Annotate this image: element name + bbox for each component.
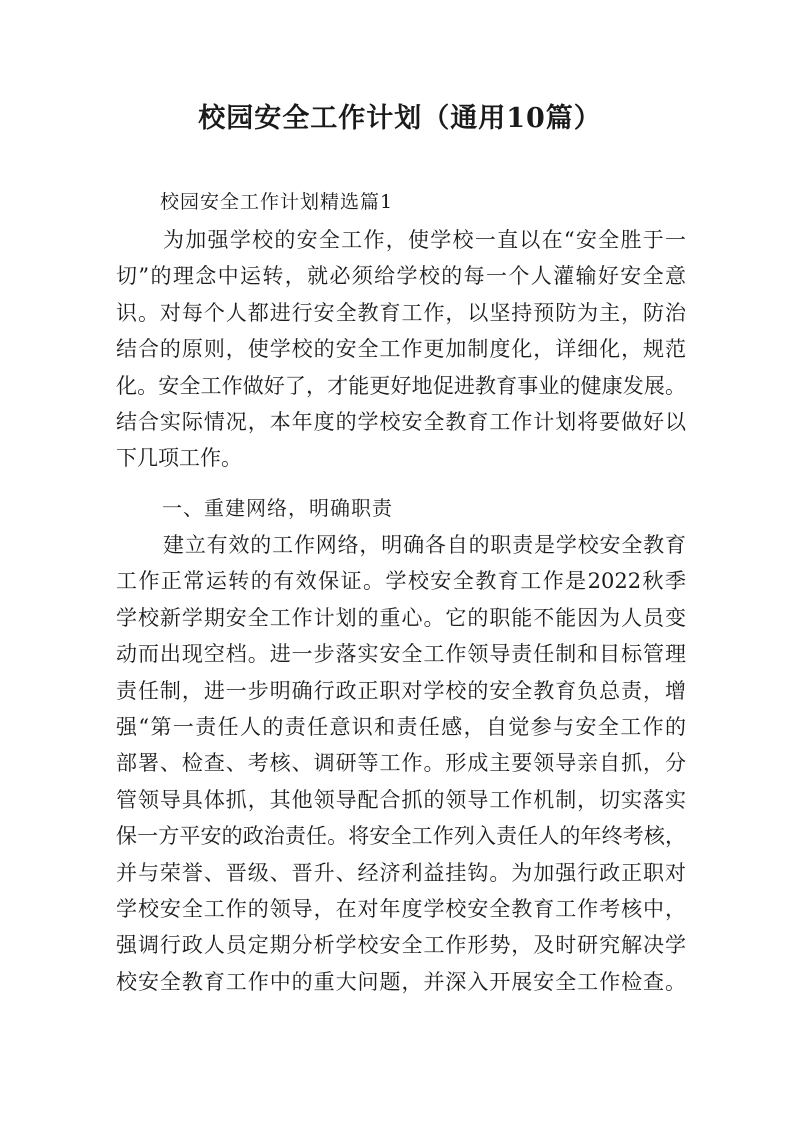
paragraph-line: 切”的理念中运转，就必须给学校的每一个人灌输好安全意: [116, 264, 686, 289]
paragraph-line: 并与荣誉、晋级、晋升、经济利益挂钩。为加强行政正职对: [116, 860, 686, 885]
paragraph-line: 结合实际情况，本年度的学校安全教育工作计划将要做好以: [116, 409, 686, 434]
paragraph-line: 责任制，进一步明确行政正职对学校的安全教育负总责，增: [116, 678, 686, 703]
paragraph-line: 保一方平安的政治责任。将安全工作列入责任人的年终考核，: [116, 824, 686, 849]
paragraph-line: 强“第一责任人的责任意识和责任感，自觉参与安全工作的: [116, 714, 686, 739]
paragraph-1: [116, 222, 686, 477]
paragraph-line: 工作正常运转的有效保证。学校安全教育工作是2022秋季: [116, 569, 686, 594]
paragraph-line: 结合的原则，使学校的安全工作更加制度化，详细化，规范: [116, 337, 686, 362]
paragraph-line: 部署、检查、考核、调研等工作。形成主要领导亲自抓，分: [116, 751, 686, 776]
paragraph-line: 下几项工作。: [116, 446, 242, 471]
paragraph-line: 化。安全工作做好了，才能更好地促进教育事业的健康发展。: [116, 373, 686, 398]
paragraph-line: 识。对每个人都进行安全教育工作，以坚持预防为主，防治: [116, 300, 686, 325]
paragraph-line: 为加强学校的安全工作，使学校一直以在“安全胜于一: [163, 228, 686, 252]
paragraph-line: 管领导具体抓，其他领导配合抓的领导工作机制，切实落实: [116, 787, 686, 812]
document-title: 校园安全工作计划（通用10篇）: [198, 103, 602, 134]
document-subtitle: 校园安全工作计划精选篇1: [160, 191, 394, 213]
paragraph-line: 建立有效的工作网络，明确各自的职责是学校安全教育: [163, 533, 686, 557]
paragraph-line: 学校新学期安全工作计划的重心。它的职能不能因为人员变: [116, 605, 686, 630]
section-heading: 一、重建网络，明确职责: [162, 496, 393, 520]
paragraph-line: 校安全教育工作中的重大问题，并深入开展安全工作检查。: [116, 969, 686, 994]
paragraph-line: 强调行政人员定期分析学校安全工作形势，及时研究解决学: [116, 933, 686, 958]
paragraph-line: 学校安全工作的领导，在对年度学校安全教育工作考核中，: [116, 896, 686, 921]
paragraph-line: 动而出现空档。进一步落实安全工作领导责任制和目标管理: [116, 642, 686, 667]
paragraph-2: [116, 527, 686, 1000]
